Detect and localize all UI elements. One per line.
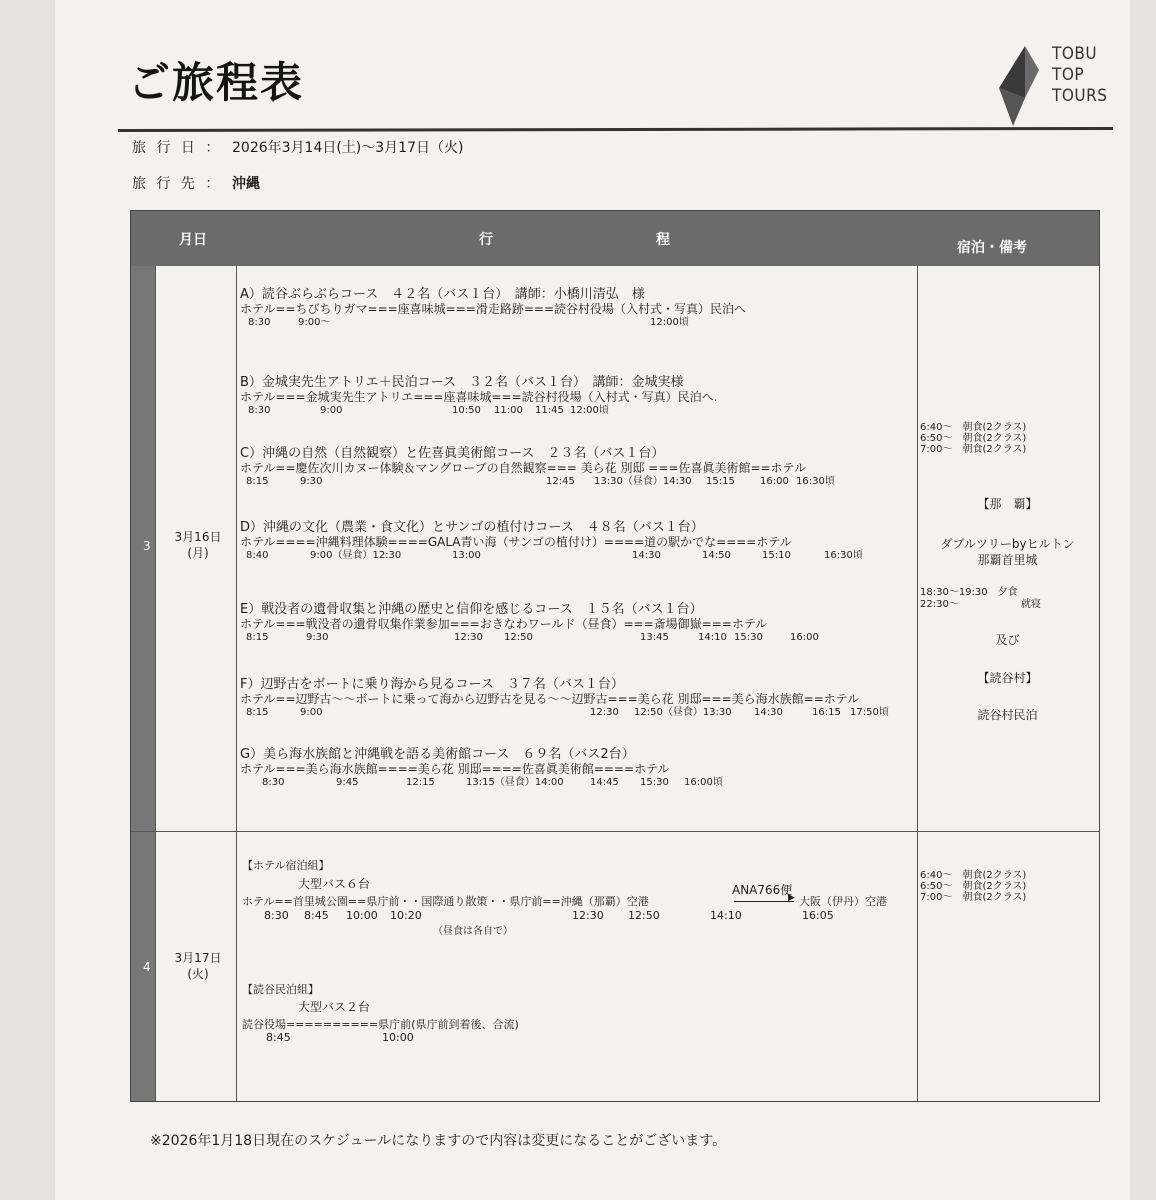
bus6-label: 大型バス６台 (298, 877, 371, 891)
course-time: 8:30 (248, 317, 271, 328)
course-title: B）金城実先生アトリエ＋民泊コース ３２名（バス１台） 講師：金城実様 (240, 375, 684, 390)
course-time: 14:45 (590, 777, 619, 788)
course-route: ホテル===美ら海水族館====美ら花 別邸====佐喜眞美術館====ホテル (240, 762, 670, 776)
course-times (240, 549, 863, 561)
breakfast-time: 6:50～ (920, 881, 953, 892)
trip-date-value: 2026年3月14日(土)～3月17日（火) (232, 140, 464, 156)
day4-route-end: 大阪（伊丹）空港 (799, 895, 887, 908)
day3-breakfast (920, 422, 1026, 455)
divider-remarks (917, 266, 918, 1101)
yomitan-heading: 【読谷村】 (977, 671, 1038, 685)
course-time: 17:50頃 (850, 707, 889, 718)
route-time: 10:20 (390, 909, 422, 922)
course-time: 8:30 (262, 777, 285, 788)
course-time: 12:45 (546, 476, 575, 487)
course-time: 12:30 (454, 632, 483, 643)
course-times (240, 404, 717, 416)
breakfast-time: 7:00～ (920, 892, 953, 903)
course-time: 9:00～ (298, 317, 331, 328)
logo-line-3: TOURS (1052, 86, 1108, 106)
col-date-header: 月日 (179, 232, 207, 248)
course-time: 12:00頃 (570, 405, 609, 416)
trip-date-row (132, 137, 463, 157)
naha-heading: 【那 覇】 (977, 497, 1038, 511)
course-time: 15:30 (734, 632, 763, 643)
hotel-name (920, 536, 1095, 568)
course-title: C）沖縄の自然（自然観察）と佐喜眞美術館コース ２３名（バス１台） (240, 446, 665, 461)
breakfast-time: 7:00～ (920, 444, 953, 455)
hotel-group-heading: 【ホテル宿泊組】 (242, 859, 330, 872)
course-block (240, 677, 889, 718)
day3-dow: (月) (187, 546, 209, 560)
course-time: 14:50 (702, 550, 731, 561)
route-time: 10:00 (346, 909, 378, 922)
breakfast-row (920, 444, 1026, 455)
course-time: 16:30頃 (796, 476, 835, 487)
breakfast-label: 朝食(2クラス) (962, 444, 1027, 455)
breakfast-row (920, 892, 1026, 903)
day4-route: ホテル==首里城公園==県庁前・・国際通り散策・・県庁前==沖縄（那覇）空港 (242, 895, 649, 908)
divider-day (131, 831, 1099, 832)
day3-number: 3 (143, 539, 151, 553)
course-time: 11:45 (535, 405, 564, 416)
course-time: 11:00 (494, 405, 523, 416)
course-time: 12:50（昼食）13:30 (634, 707, 732, 718)
course-time: 12:50 (504, 632, 533, 643)
sleep-label: 就寝 (1020, 599, 1041, 610)
dinner-label: 夕食 (997, 587, 1018, 598)
logo-line-1: TOBU (1052, 44, 1098, 64)
day3-date-cell (163, 529, 233, 561)
course-time: 8:15 (246, 707, 269, 718)
course-time: 16:00頃 (684, 777, 723, 788)
page-title: ご旅程表 (128, 58, 305, 107)
course-time: 15:10 (762, 550, 791, 561)
col-remarks-header: 宿泊・備考 (957, 240, 1027, 256)
breakfast-time: 6:40～ (920, 870, 953, 881)
divider-num (155, 266, 156, 1101)
course-title: F）辺野古をボートに乗り海から見るコース ３７名（バス１台） (240, 677, 624, 692)
day4-date: 3月17日 (174, 951, 222, 965)
minpaku-text: 読谷村民泊 (977, 708, 1038, 722)
tobu-logo-icon (995, 42, 1043, 130)
course-time: 14:30 (754, 707, 783, 718)
course-time: 13:45 (640, 632, 669, 643)
breakfast-time: 6:50～ (920, 433, 953, 444)
flight-arrow-line (734, 901, 794, 902)
footer-note: ※2026年1月18日現在のスケジュールになりますので内容は変更になることがございます。 (150, 1133, 727, 1149)
course-route: ホテル==ちびちりガマ===座喜味城===滑走路跡===読谷村役場（入村式・写真）民泊へ (240, 302, 747, 316)
course-time: 8:30 (248, 405, 271, 416)
day4-number: 4 (143, 960, 151, 974)
breakfast-time: 6:40～ (920, 422, 953, 433)
course-time: 9:00（昼食）12:30 (310, 550, 402, 561)
hotel-name-line-2: 那覇首里城 (977, 553, 1038, 567)
course-time: 15:15 (706, 476, 735, 487)
day4-breakfast (920, 870, 1026, 903)
day4-route2: 読谷役場==========県庁前(県庁前到着後、合流) (242, 1018, 519, 1031)
course-time: 8:15 (246, 632, 269, 643)
breakfast-row (920, 433, 1026, 444)
breakfast-label: 朝食(2クラス) (962, 422, 1027, 433)
sleep-row (920, 599, 1041, 610)
course-time: 15:30 (640, 777, 669, 788)
breakfast-row (920, 422, 1026, 433)
breakfast-label: 朝食(2クラス) (962, 892, 1027, 903)
course-block (240, 446, 835, 487)
route-time: 16:05 (802, 909, 834, 922)
course-title: A）読谷ぶらぶらコース ４２名（バス１台） 講師：小橋川清弘 様 (240, 287, 645, 302)
course-route: ホテル===金城実先生アトリエ===座喜味城===読谷村役場（入村式・写真）民泊へ. (240, 390, 718, 404)
course-time: 9:30 (300, 476, 323, 487)
col-itin-header-2: 程 (656, 232, 670, 248)
course-route: ホテル==慶佐次川カヌー体験＆マングローブの自然観察=== 美ら花 別邸 ===佐喜眞美術館==ホテル (240, 461, 806, 475)
course-time: 16:00 (760, 476, 789, 487)
course-block (240, 747, 723, 788)
day4-date-cell (163, 950, 233, 982)
day3-date: 3月16日 (174, 530, 222, 544)
hotel-name-line-1: ダブルツリーbyヒルトン (940, 537, 1075, 551)
breakfast-label: 朝食(2クラス) (962, 433, 1027, 444)
course-times (240, 316, 746, 328)
route-time: 12:30 (572, 909, 604, 922)
course-block (240, 376, 717, 416)
trip-dest-label: 旅 行 先 ： (132, 176, 223, 192)
course-time: 12:30 (590, 707, 619, 718)
col-itin-header-1: 行 (479, 232, 493, 248)
flight-label: ANA766便 (732, 883, 793, 897)
sleep-time: 22:30～ (920, 599, 959, 610)
dinner-row (920, 587, 1018, 598)
route-time: 12:50 (628, 909, 660, 922)
yomitan-group-heading: 【読谷民泊組】 (242, 983, 319, 996)
route-time: 8:45 (266, 1031, 291, 1044)
day4-dow: (火) (187, 967, 209, 981)
course-block (240, 288, 746, 328)
lunch-note: （昼食は各自で） (433, 926, 513, 937)
course-time: 8:40 (246, 550, 269, 561)
course-times (240, 776, 723, 788)
breakfast-label: 朝食(2クラス) (962, 881, 1027, 892)
course-time: 13:00 (452, 550, 481, 561)
divider-date (236, 266, 237, 1101)
course-block (240, 602, 819, 643)
table-header (131, 211, 1099, 266)
course-route: ホテル===戦没者の遺骨収集作業参加===おきなわワールド（昼食）===斎場御嶽===ホテル (240, 617, 768, 631)
trip-dest-row (132, 173, 260, 193)
course-time: 9:00 (300, 707, 323, 718)
course-time: 8:15 (246, 476, 269, 487)
route-time: 10:00 (382, 1031, 414, 1044)
course-time: 9:00 (320, 405, 343, 416)
dinner-time: 18:30～19:30 (920, 587, 988, 598)
logo-line-2: TOP (1052, 65, 1085, 85)
bus2-label: 大型バス２台 (298, 1000, 371, 1014)
route-time: 14:10 (710, 909, 742, 922)
course-time: 9:45 (336, 777, 359, 788)
course-time: 10:50 (452, 405, 481, 416)
and-text: 及び (995, 633, 1020, 647)
course-time: 14:30 (632, 550, 661, 561)
course-time: 16:15 (812, 707, 841, 718)
trip-date-label: 旅 行 日 ： (132, 140, 223, 156)
itinerary-table (130, 210, 1100, 1102)
flight-arrow-icon: ▶ (788, 893, 795, 903)
course-times (240, 475, 835, 487)
course-time: 14:10 (698, 632, 727, 643)
course-time: 12:15 (406, 777, 435, 788)
route-time: 8:45 (304, 909, 329, 922)
course-time: 13:30（昼食）14:30 (594, 476, 692, 487)
course-route: ホテル====沖縄料理体験====GALA青い海（サンゴの植付け）====道の駅かでな====ホテル (240, 535, 792, 549)
course-block (240, 520, 863, 561)
course-time: 13:15（昼食）14:00 (466, 777, 564, 788)
course-time: 12:00頃 (650, 317, 689, 328)
breakfast-row (920, 881, 1026, 892)
course-title: D）沖縄の文化（農業・食文化）とサンゴの植付けコース ４８名（バス１台） (240, 520, 704, 535)
logo-text (1052, 44, 1107, 107)
course-title: G）美ら海水族館と沖縄戦を語る美術館コース ６９名（バス2台） (240, 747, 635, 762)
course-title: E）戦没者の遺骨収集と沖縄の歴史と信仰を感じるコース １５名（バス１台） (240, 602, 703, 617)
course-route: ホテル==辺野古～～ボートに乗って海から辺野古を見る～～辺野古===美ら花 別邸===美ら海水族館==ホテル (240, 692, 860, 706)
breakfast-label: 朝食(2クラス) (962, 870, 1027, 881)
route-time: 8:30 (264, 909, 289, 922)
course-times (240, 706, 889, 718)
course-time: 16:30頃 (824, 550, 863, 561)
breakfast-row (920, 870, 1026, 881)
trip-dest-value: 沖縄 (232, 176, 260, 192)
course-time: 16:00 (790, 632, 819, 643)
course-time: 9:30 (306, 632, 329, 643)
course-times (240, 631, 819, 643)
